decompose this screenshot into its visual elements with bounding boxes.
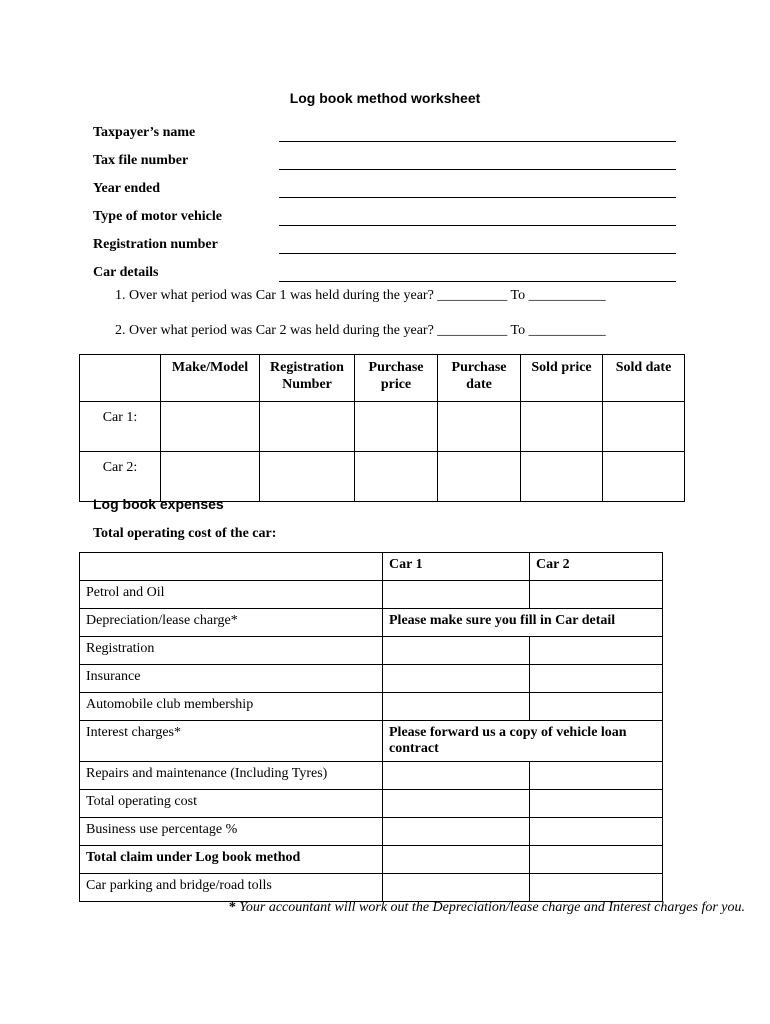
field-registration-number (93, 230, 676, 258)
input-cell[interactable] (530, 762, 663, 790)
expense-label: Registration (80, 637, 383, 665)
year-ended-input-line[interactable] (279, 197, 676, 198)
table-row (80, 790, 663, 818)
car-details-input-line[interactable] (279, 281, 676, 282)
input-cell[interactable] (521, 402, 603, 452)
header-cell (80, 355, 161, 402)
table-row (80, 402, 685, 452)
header-cell-car1: Car 1 (383, 553, 530, 581)
expenses-subheading: Total operating cost of the car: (93, 526, 277, 541)
vehicle-type-input-line[interactable] (279, 225, 676, 226)
table-row (80, 693, 663, 721)
input-cell[interactable] (530, 665, 663, 693)
table-row (80, 721, 663, 762)
field-car-details (93, 258, 676, 286)
input-cell[interactable] (530, 637, 663, 665)
header-cell-car2: Car 2 (530, 553, 663, 581)
table-row (80, 452, 685, 502)
input-cell[interactable] (603, 402, 685, 452)
input-cell[interactable] (383, 637, 530, 665)
table-header-row (80, 355, 685, 402)
input-cell[interactable] (260, 402, 355, 452)
expense-label: Depreciation/lease charge* (80, 609, 383, 637)
input-cell[interactable] (383, 818, 530, 846)
table-row (80, 818, 663, 846)
header-cell: Make/Model (161, 355, 260, 402)
expense-label: Car parking and bridge/road tolls (80, 874, 383, 902)
expense-label: Insurance (80, 665, 383, 693)
question-car2-period: 2. Over what period was Car 2 was held during the year? __________ To ___________ (115, 323, 606, 338)
input-cell[interactable] (603, 452, 685, 502)
table-row (80, 609, 663, 637)
expenses-table (79, 552, 663, 902)
input-cell[interactable] (355, 402, 438, 452)
input-cell[interactable] (355, 452, 438, 502)
field-taxpayer-name (93, 118, 676, 146)
input-cell[interactable] (161, 402, 260, 452)
footnote-text: Your accountant will work out the Depreciation/lease charge and Interest charges for you. (235, 900, 745, 915)
input-cell[interactable] (530, 790, 663, 818)
input-cell[interactable] (260, 452, 355, 502)
row-label: Car 2: (80, 452, 161, 502)
expense-label: Total operating cost (80, 790, 383, 818)
row-label: Car 1: (80, 402, 161, 452)
taxpayer-name-input-line[interactable] (279, 141, 676, 142)
expenses-heading: Log book expenses (93, 496, 224, 512)
table-row (80, 665, 663, 693)
expense-label: Petrol and Oil (80, 581, 383, 609)
header-cell: Purchase price (355, 355, 438, 402)
input-cell[interactable] (438, 452, 521, 502)
field-label: Registration number (93, 237, 218, 252)
table-row (80, 762, 663, 790)
header-cell: Purchase date (438, 355, 521, 402)
expense-label: Interest charges* (80, 721, 383, 762)
field-tax-file-number (93, 146, 676, 174)
input-cell[interactable] (530, 818, 663, 846)
field-year-ended (93, 174, 676, 202)
input-cell[interactable] (383, 846, 530, 874)
field-label: Tax file number (93, 153, 189, 168)
question-car1-period: 1. Over what period was Car 1 was held during the year? __________ To ___________ (115, 288, 606, 303)
header-cell (80, 553, 383, 581)
field-vehicle-type (93, 202, 676, 230)
input-cell[interactable] (383, 665, 530, 693)
input-cell[interactable] (383, 874, 530, 902)
tax-file-number-input-line[interactable] (279, 169, 676, 170)
input-cell[interactable] (383, 581, 530, 609)
field-label: Year ended (93, 181, 161, 196)
field-label: Car details (93, 265, 159, 280)
page-title: Log book method worksheet (289, 90, 481, 106)
input-cell[interactable] (530, 846, 663, 874)
expense-label: Business use percentage % (80, 818, 383, 846)
input-cell[interactable] (383, 790, 530, 818)
table-row (80, 846, 663, 874)
footnote (0, 900, 745, 916)
header-cell: Sold price (521, 355, 603, 402)
expense-label: Automobile club membership (80, 693, 383, 721)
registration-number-input-line[interactable] (279, 253, 676, 254)
input-cell[interactable] (530, 581, 663, 609)
expense-label: Repairs and maintenance (Including Tyres) (80, 762, 383, 790)
input-cell[interactable] (161, 452, 260, 502)
table-row (80, 637, 663, 665)
table-row (80, 874, 663, 902)
header-cell: Registration Number (260, 355, 355, 402)
expense-label: Total claim under Log book method (80, 846, 383, 874)
car-details-table (79, 354, 685, 502)
input-cell[interactable] (438, 402, 521, 452)
table-row (80, 581, 663, 609)
input-cell[interactable] (383, 762, 530, 790)
field-label: Type of motor vehicle (93, 209, 222, 224)
input-cell[interactable] (530, 874, 663, 902)
input-cell[interactable] (383, 693, 530, 721)
input-cell[interactable] (530, 693, 663, 721)
note-interest: Please forward us a copy of vehicle loan contract (383, 721, 663, 762)
input-cell[interactable] (521, 452, 603, 502)
note-depreciation: Please make sure you fill in Car detail (383, 609, 663, 637)
taxpayer-fields (93, 118, 676, 286)
table-header-row (80, 553, 663, 581)
field-label: Taxpayer’s name (93, 125, 196, 140)
header-cell: Sold date (603, 355, 685, 402)
footnote-star: * (228, 900, 236, 915)
